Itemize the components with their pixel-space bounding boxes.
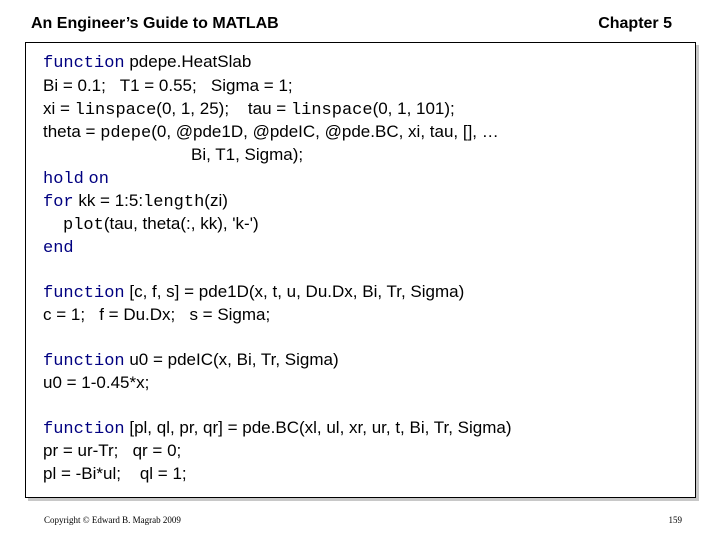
code-listing [25,42,696,498]
builtin-function: pdepe [100,124,152,143]
code-line: for kk = 1:5:length(zi) [43,191,228,212]
code-line: u0 = 1-0.45*x; [43,373,150,392]
chapter-label: Chapter 5 [598,15,672,32]
code-line [43,167,687,191]
code-line: pr = ur-Tr; qr = 0; [43,441,182,460]
code-line [43,236,687,260]
keyword: function [43,352,125,371]
code-line: function u0 = pdeIC(x, Bi, Tr, Sigma) [43,350,339,371]
code-line: plot(tau, theta(:, kk), 'k-') [63,214,259,235]
keyword: function [43,420,125,439]
code-line: function [pl, ql, pr, qr] = pde.BC(xl, ul, xr, ur, t, Bi, Tr, Sigma) [43,418,512,439]
code-line: Bi, T1, Sigma); [191,145,304,164]
copyright-notice: Copyright © Edward B. Magrab 2009 [44,515,181,525]
keyword: function [43,54,125,73]
code-line: xi = linspace(0, 1, 25); tau = linspace(0, 1, 101); [43,99,455,120]
keyword: hold [43,170,84,189]
code-line: pl = -Bi*ul; ql = 1; [43,464,187,483]
code-line: theta = pdepe(0, @pde1D, @pdeIC, @pde.BC, xi, tau, [], … [43,122,499,143]
keyword: for [43,193,74,212]
code-line: function [c, f, s] = pde1D(x, t, u, Du.Dx, Bi, Tr, Sigma) [43,282,465,303]
builtin-function: linspace [290,101,373,120]
keyword: function [43,284,125,303]
code-line: Bi = 0.1; T1 = 0.55; Sigma = 1; [43,76,293,95]
code-line: c = 1; f = Du.Dx; s = Sigma; [43,305,271,324]
keyword: end [43,239,74,258]
builtin-function: length [143,193,205,212]
page-number: 159 [668,515,682,525]
code-line: function pdepe.HeatSlab [43,52,252,73]
document-title: An Engineer’s Guide to MATLAB [31,15,279,32]
builtin-function: plot [63,216,104,235]
keyword: on [88,170,109,189]
builtin-function: linspace [74,101,157,120]
